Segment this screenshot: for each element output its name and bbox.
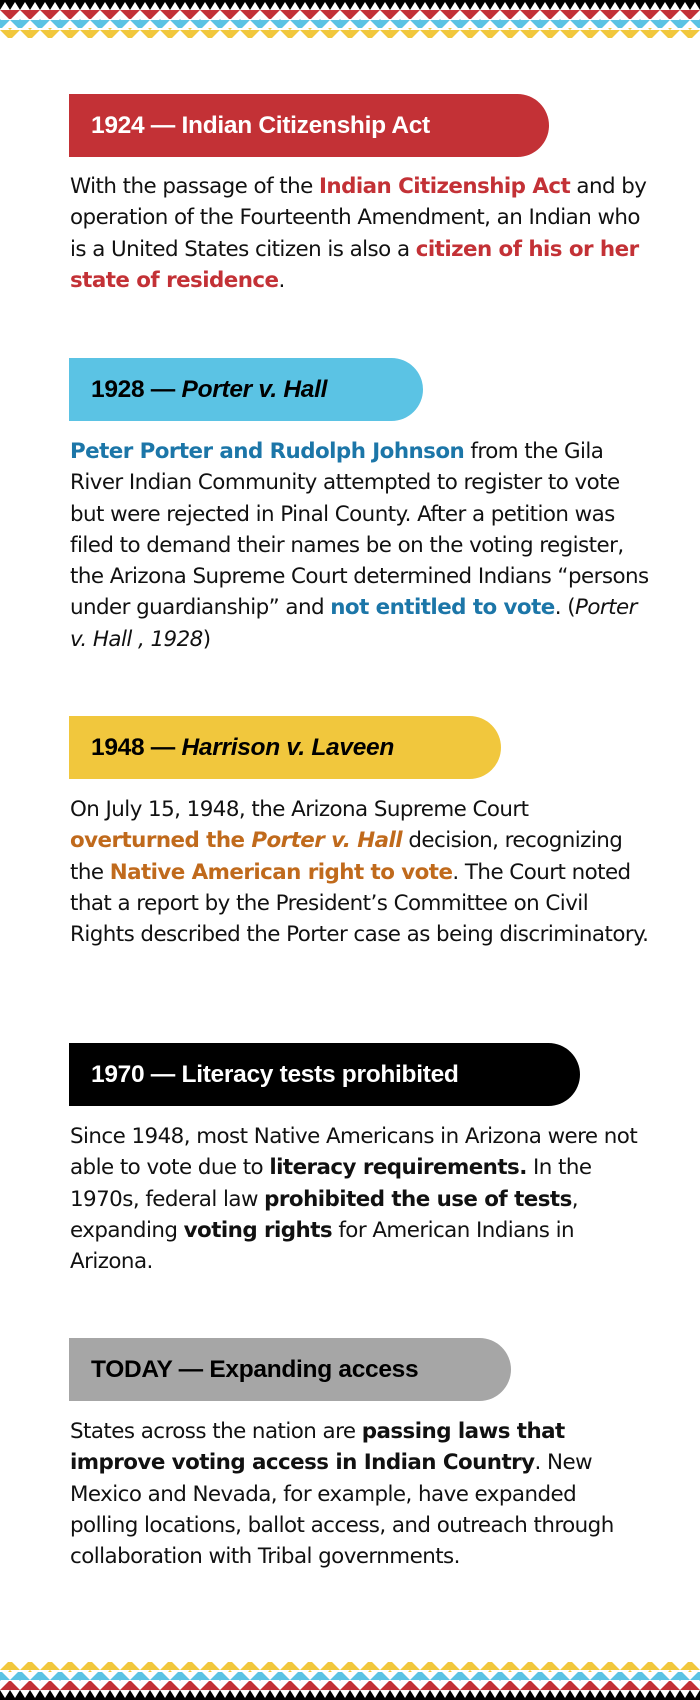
section-header-today xyxy=(69,1338,511,1401)
highlight-literacy: literacy requirements. xyxy=(269,1155,527,1181)
highlight-plaintiffs: Peter Porter and Rudolph Johnson xyxy=(70,439,465,464)
header-title: Literacy tests prohibited xyxy=(181,1060,459,1088)
highlight-state-citizen: citizen of his or her state of residence xyxy=(70,236,639,293)
section-body-1970: Since 1948, most Native Americans in Arizona were not able to vote due to literacy requirements. In the 1970s, federal law prohibited the use of tests, expanding voting rights for American Indians in Arizona. xyxy=(70,1124,638,1275)
section-header-1928 xyxy=(69,358,423,421)
highlight-voting-rights: voting rights xyxy=(183,1217,333,1243)
header-year: 1970 — xyxy=(91,1060,176,1088)
header-title: Indian Citizenship Act xyxy=(181,111,430,139)
section-header-1970 xyxy=(69,1043,580,1106)
header-title: Porter v. Hall xyxy=(181,375,328,403)
header-title: Harrison v. Laveen xyxy=(181,733,395,761)
decorative-border-top xyxy=(0,0,700,40)
highlight-prohibited: prohibited the use of tests xyxy=(264,1186,572,1212)
section-body-1924: With the passage of the Indian Citizenship Act and by operation of the Fourteenth Amendment, an Indian who is a United States citizen is also a citizen of his or her state of residence. xyxy=(70,174,647,293)
header-year: TODAY — xyxy=(91,1355,203,1383)
section-body-today: States across the nation are passing laws that improve voting access in Indian Country. New Mexico and Nevada, for example, have expanded polling locations, ballot access, and outreach through collaboration with Tribal governments. xyxy=(70,1419,614,1570)
section-body-1948: On July 15, 1948, the Arizona Supreme Court overturned the Porter v. Hall decision, recognizing the Native American right to vote. The Court noted that a report by the President’s Committee on Civil Rights described the Porter case as being discriminatory. xyxy=(70,797,649,948)
header-year: 1924 — xyxy=(91,111,176,139)
case-citation: Porter v. Hall , 1928 xyxy=(70,595,637,652)
header-title: Expanding access xyxy=(209,1355,419,1383)
section-header-1924 xyxy=(69,94,549,157)
header-year: 1948 — xyxy=(91,733,176,761)
highlight-overturned: overturned the Porter v. Hall xyxy=(70,828,403,854)
highlight-passing-laws: passing laws that improve voting access in Indian Country xyxy=(70,1419,565,1476)
decorative-border-bottom xyxy=(0,1660,700,1700)
highlight-right-to-vote: Native American right to vote xyxy=(109,859,453,885)
highlight-not-entitled: not entitled to vote xyxy=(330,595,555,621)
header-year: 1928 — xyxy=(91,375,176,403)
section-header-1948 xyxy=(69,716,501,779)
highlight-indian-citizenship-act: Indian Citizenship Act xyxy=(319,174,571,199)
section-body-1928: Peter Porter and Rudolph Johnson from the Gila River Indian Community attempted to register to vote but were rejected in Pinal County. After a petition was filed to demand their names be on the voting register, the Arizona Supreme Court determined Indians “persons under guardianship” and not entitled to vote. (Porter v. Hall , 1928) xyxy=(70,439,649,652)
